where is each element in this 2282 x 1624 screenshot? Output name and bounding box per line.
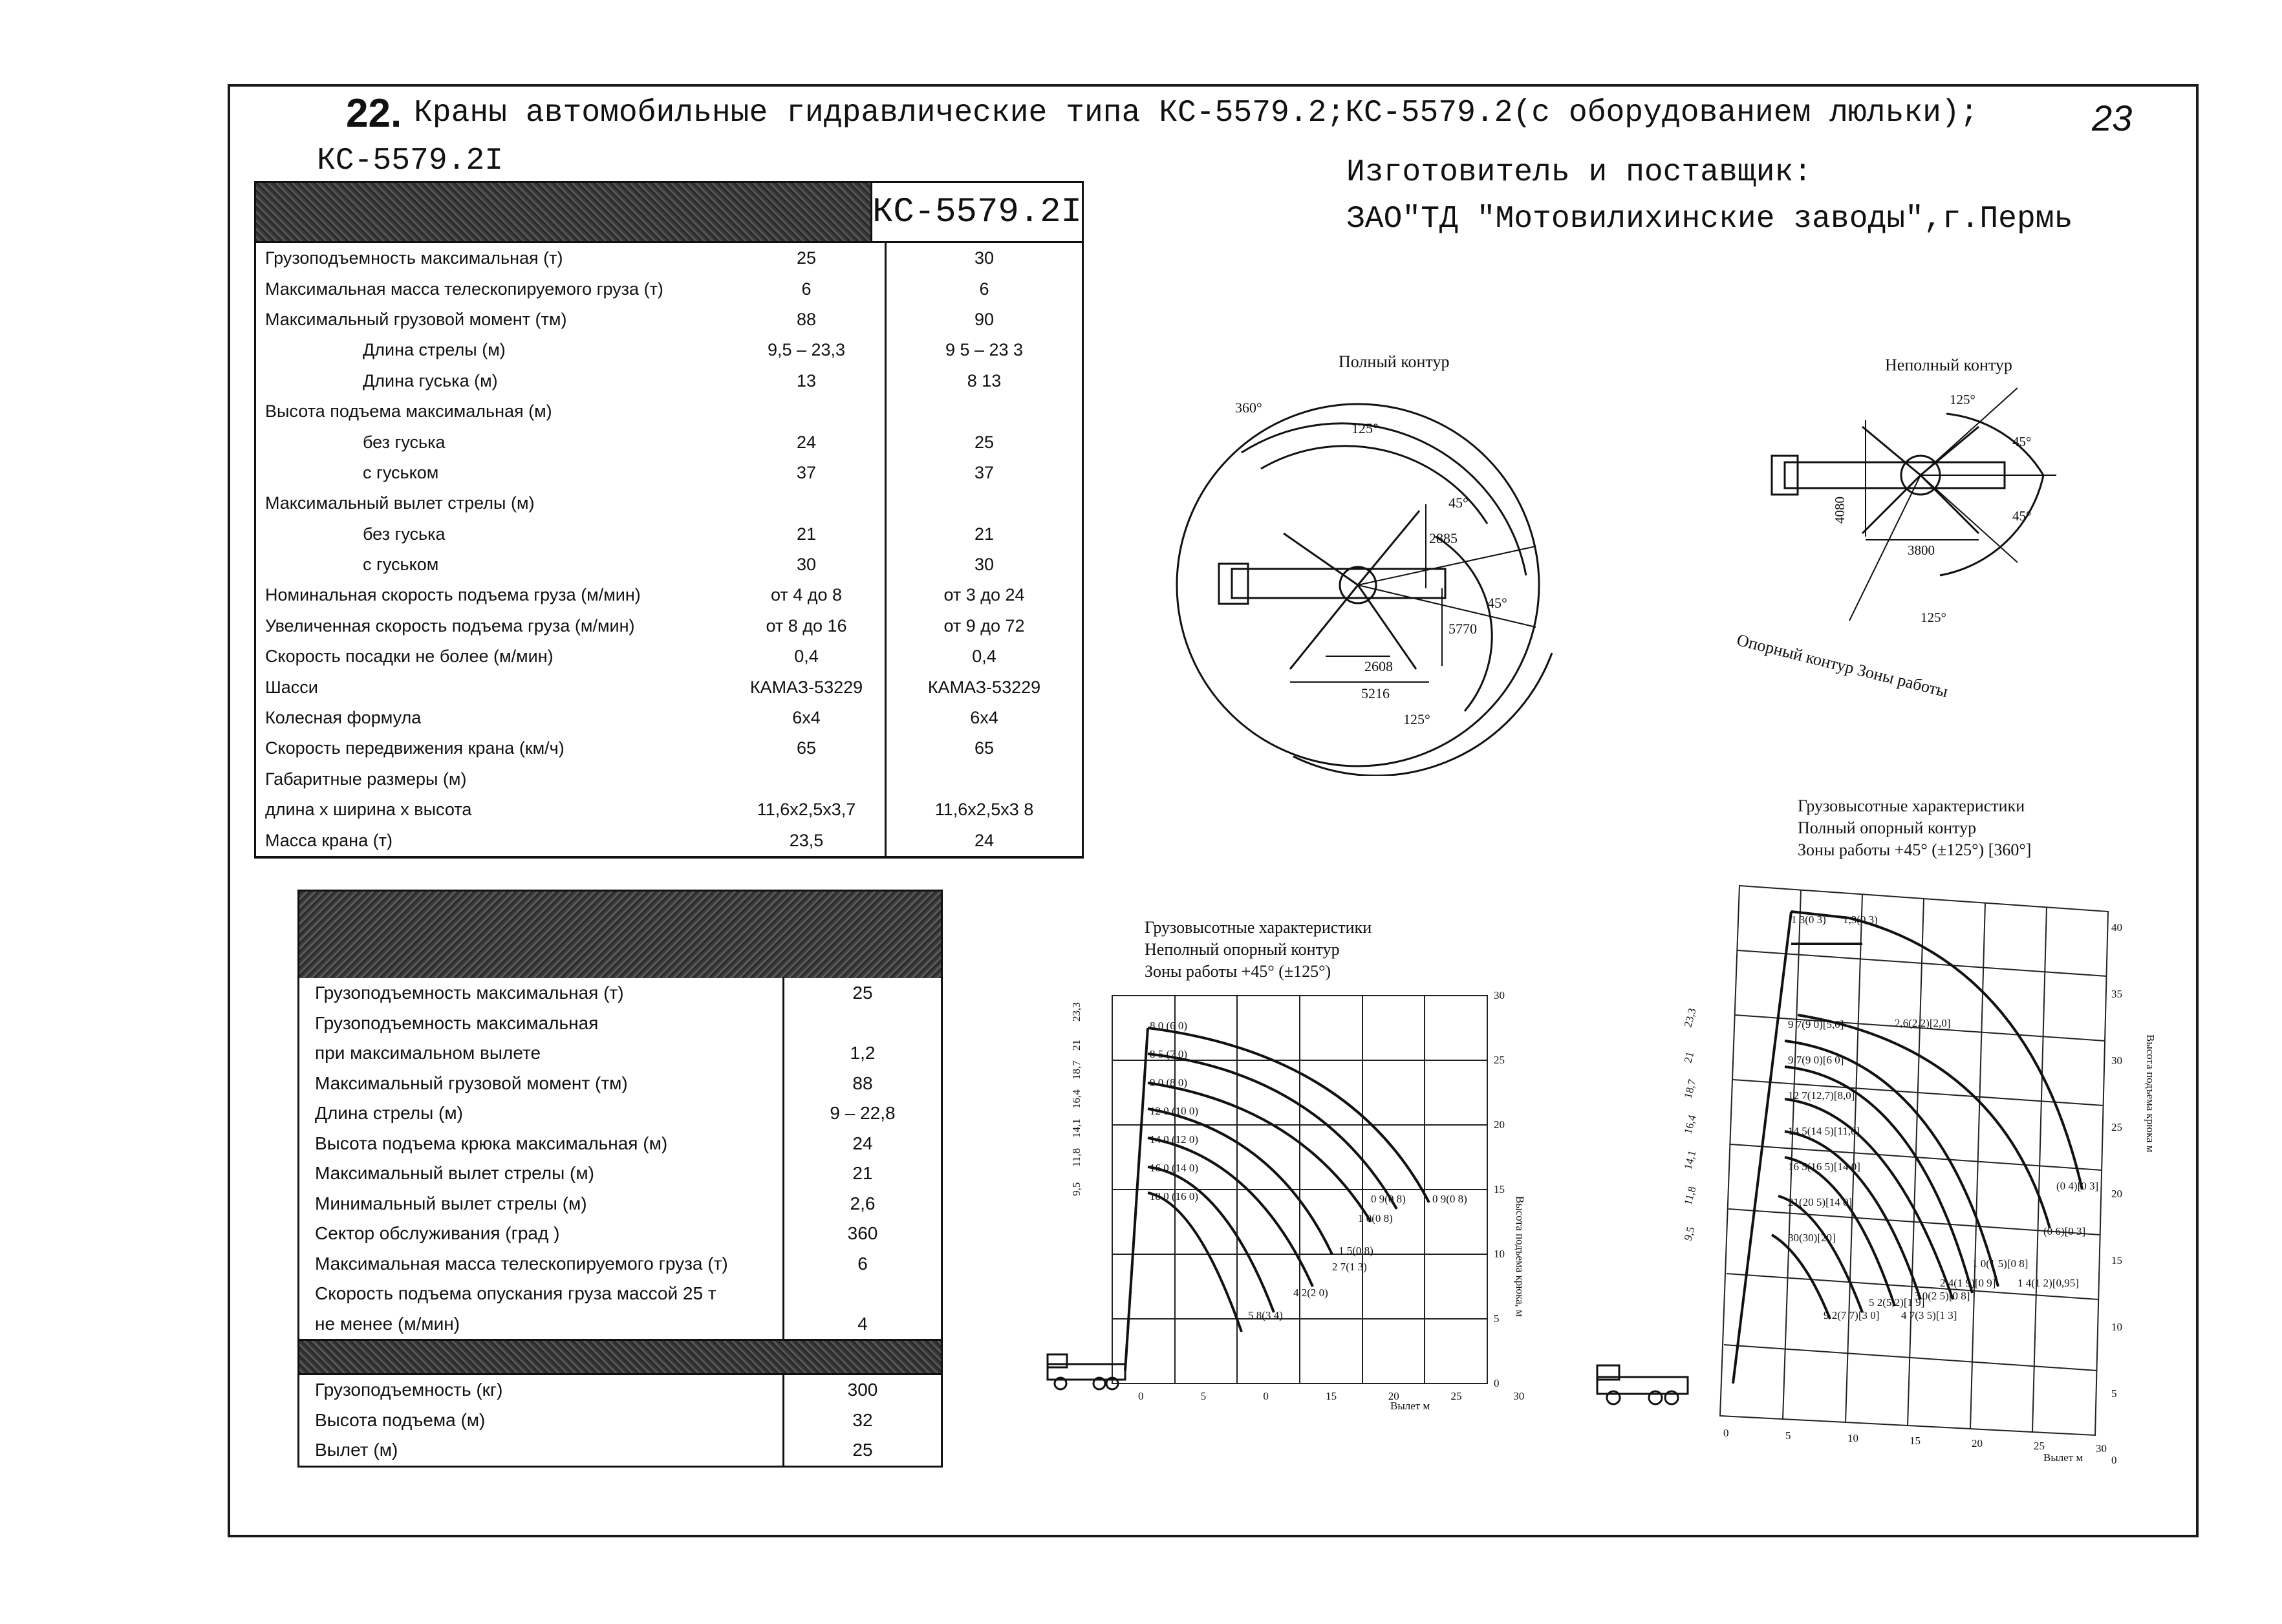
- label-45-top: 45°: [2012, 434, 2032, 449]
- basket-spec-label: Максимальный вылет стрелы (м): [299, 1159, 784, 1189]
- diagram-full-caption: Полный контур: [1339, 352, 1450, 371]
- end-load-label: (0 6)[0 3]: [2043, 1225, 2086, 1237]
- spec-label: Длина гуська (м): [363, 370, 498, 390]
- diagram-partial-caption: Неполный контур: [1885, 356, 2012, 374]
- basket-spec-label: Максимальная масса телескопируемого груза (т): [299, 1249, 784, 1279]
- spec-label: Скорость посадки не более (м/мин): [265, 646, 554, 667]
- start-load-label: 12 7(12,7)[8,0]: [1788, 1089, 1855, 1102]
- dim-3800: 3800: [1908, 542, 1935, 558]
- spec-value-ks5579-2: 23,5: [789, 830, 824, 850]
- top-load-label: 1,3(0 3): [1843, 914, 1878, 926]
- chart-right-title1: Грузовысотные характеристики: [1798, 796, 2025, 815]
- y-tick-label: 30: [2111, 1054, 2122, 1067]
- specs-table-body: [254, 243, 1084, 859]
- x-tick-label: 20: [1388, 1390, 1399, 1402]
- end-load-label: 4 7(3 5)[1 3]: [1901, 1309, 1957, 1321]
- basket-spec-value: 4: [857, 1313, 868, 1334]
- y-tick-label: 30: [1494, 989, 1505, 1001]
- start-load-label: 9 0 (8 0): [1150, 1076, 1188, 1089]
- boom-length-label: 16,4: [1070, 1089, 1082, 1109]
- spec-value-ks5579-2i: 37: [885, 458, 1082, 488]
- end-load-label: 9 2(7 7)[3 0]: [1824, 1309, 1880, 1321]
- top-load-label: 2,6(2,2)[2,0]: [1895, 1017, 1951, 1029]
- spec-value-ks5579-2i: 6: [885, 273, 1082, 304]
- basket-spec-label: Скорость подъема опускания груза массой 25 т: [299, 1279, 784, 1309]
- dim-4080: 4080: [1832, 497, 1847, 524]
- spec-value-ks5579-2i: 30: [885, 243, 1082, 273]
- boom-length-label: 18,7: [1681, 1078, 1699, 1100]
- label-125-bottom: 125°: [1921, 610, 1946, 625]
- diagram-full-contour: [1164, 375, 1584, 776]
- x-tick-label: 25: [2034, 1440, 2045, 1452]
- dim-5770: 5770: [1448, 621, 1477, 637]
- manufacturer-label: Изготовитель и поставщик:: [1346, 155, 1813, 190]
- specs-row: [256, 273, 1082, 304]
- start-load-label: 9 7(9 0)[5,0]: [1788, 1018, 1844, 1031]
- end-load-label: 1 0(1 5)[0 8]: [1972, 1257, 2029, 1270]
- spec-label: с гуськом: [363, 462, 439, 482]
- boom-length-label: 14,1: [1681, 1149, 1699, 1171]
- end-load-label: 1 0(0 8): [1358, 1212, 1393, 1224]
- start-load-label: 14 5(14 5)[11,0]: [1788, 1125, 1860, 1137]
- end-load-label: 4 2(2 0): [1293, 1287, 1328, 1299]
- specs-row: [256, 733, 1082, 764]
- spec-value-ks5579-2i: 65: [885, 733, 1082, 764]
- spec-value-ks5579-2: 25: [796, 248, 817, 268]
- spec-value-ks5579-2i: [885, 396, 1082, 427]
- basket-table-body-2: [299, 1375, 941, 1466]
- spec-label: Максимальная масса телескопируемого груза (т): [265, 279, 663, 299]
- specs-table-main: [254, 181, 1084, 859]
- chart-left-title2: Неполный опорный контур: [1145, 940, 1340, 959]
- basket-spec-value: 360: [847, 1223, 878, 1244]
- spec-label: Номинальная скорость подъема груза (м/мин): [265, 585, 641, 605]
- label-45-top: 45°: [1448, 495, 1469, 511]
- x-tick-label: 0: [1723, 1427, 1729, 1439]
- dim-2608: 2608: [1364, 658, 1393, 674]
- end-load-label: 0 9(0 8): [1432, 1193, 1467, 1205]
- boom-length-label: 9,5: [1681, 1225, 1697, 1243]
- end-load-label: 2 4(1 9)[0 9]: [1940, 1277, 1996, 1289]
- y-tick-label: 5: [2111, 1387, 2117, 1400]
- chart-right-title3: Зоны работы +45° (±125°) [360°]: [1798, 840, 2032, 859]
- end-load-label: 5 2(5,2)[1 9]: [1869, 1296, 1925, 1309]
- spec-label: без гуська: [363, 432, 446, 452]
- spec-label: Скорость передвижения крана (км/ч): [265, 738, 565, 758]
- x-axis-label: Вылет м: [2043, 1451, 2083, 1464]
- spec-value-ks5579-2i: 8 13: [885, 366, 1082, 396]
- spec-value-ks5579-2i: 24: [885, 825, 1082, 855]
- spec-value-ks5579-2i: 90: [885, 304, 1082, 335]
- label-45-bottom: 45°: [1487, 595, 1507, 611]
- spec-value-ks5579-2: 11,6х2,5х3,7: [757, 800, 856, 820]
- end-load-label: (0 4)[0 3]: [2056, 1180, 2099, 1192]
- specs-row: [256, 488, 1082, 518]
- basket-spec-label: Длина стрелы (м): [299, 1098, 784, 1129]
- boom-length-label: 11,8: [1681, 1184, 1699, 1207]
- spec-label: Шасси: [265, 677, 318, 697]
- spec-label: Максимальный грузовой момент (тм): [265, 309, 567, 329]
- x-tick-label: 0: [1263, 1390, 1269, 1402]
- basket-spec-label: не менее (м/мин): [299, 1309, 784, 1340]
- spec-value-ks5579-2: 0,4: [794, 646, 819, 667]
- boom-length-label: 9,5: [1070, 1182, 1082, 1196]
- top-load-label: 1 3(0 3): [1791, 914, 1826, 926]
- spec-value-ks5579-2i: [885, 488, 1082, 518]
- spec-value-ks5579-2: 21: [796, 524, 817, 544]
- spec-value-ks5579-2i: от 3 до 24: [885, 580, 1082, 610]
- spec-value-ks5579-2: 6: [801, 279, 812, 299]
- end-load-label: 1 4(1 2)[0,95]: [2018, 1277, 2079, 1289]
- y-tick-label: 0: [2111, 1454, 2117, 1466]
- y-tick-label: 10: [1494, 1248, 1505, 1260]
- spec-value-ks5579-2: 30: [796, 555, 817, 575]
- x-tick-label: 0: [1138, 1390, 1144, 1402]
- label-125-top: 125°: [1351, 420, 1379, 436]
- spec-value-ks5579-2i: 0,4: [885, 641, 1082, 672]
- basket-spec-value: 25: [852, 1440, 873, 1460]
- diagram-partial-caption-2: Опорный контур Зоны работы: [1734, 630, 1950, 701]
- boom-length-label: 18,7: [1070, 1060, 1082, 1080]
- basket-spec-value: 88: [852, 1073, 873, 1093]
- basket-row: [299, 1219, 941, 1249]
- boom-length-label: 23,3: [1070, 1002, 1082, 1021]
- x-tick-label: 5: [1785, 1429, 1791, 1442]
- y-tick-label: 0: [1494, 1377, 1500, 1389]
- basket-spec-label: Высота подъема крюка максимальная (м): [299, 1129, 784, 1159]
- spec-label: Длина стрелы (м): [363, 340, 506, 360]
- basket-row: [299, 1159, 941, 1189]
- specs-row: [256, 672, 1082, 702]
- x-tick-label: 15: [1326, 1390, 1337, 1402]
- spec-value-ks5579-2i: 11,6х2,5х3 8: [885, 795, 1082, 825]
- basket-spec-label: Сектор обслуживания (град ): [299, 1219, 784, 1249]
- start-load-label: 16 5(16 5)[14 0]: [1788, 1160, 1860, 1173]
- dim-2885: 2885: [1429, 530, 1458, 546]
- basket-row: [299, 1249, 941, 1279]
- specs-row: [256, 519, 1082, 550]
- specs-row: [256, 396, 1082, 427]
- x-tick-label: 10: [1847, 1432, 1858, 1444]
- basket-spec-label: Грузоподъемность максимальная (т): [299, 978, 784, 1009]
- y-tick-label: 25: [2111, 1121, 2122, 1133]
- y-axis-label: Высота подъема крюка м: [2144, 1034, 2157, 1153]
- basket-row: [299, 1038, 941, 1069]
- spec-value-ks5579-2: от 4 до 8: [770, 585, 843, 605]
- spec-label: Колесная формула: [265, 708, 422, 728]
- basket-table-header: [299, 892, 941, 978]
- specs-row: [256, 825, 1082, 855]
- specs-table-basket: [297, 890, 943, 1468]
- basket-spec-label: при максимальном вылете: [299, 1038, 784, 1069]
- start-load-label: 9 7(9 0)[6 0]: [1788, 1054, 1844, 1066]
- basket-spec-value: 24: [852, 1133, 873, 1153]
- basket-spec-value: 300: [847, 1380, 878, 1400]
- y-tick-label: 5: [1494, 1312, 1500, 1325]
- specs-row: [256, 335, 1082, 365]
- spec-label: без гуська: [363, 524, 446, 544]
- spec-label: Высота подъема максимальная (м): [265, 401, 552, 422]
- outrigger-1: [1284, 533, 1358, 585]
- spec-value-ks5579-2i: КАМАЗ-53229: [885, 672, 1082, 702]
- basket-row: [299, 1435, 941, 1466]
- spec-value-ks5579-2: 6х4: [792, 708, 821, 728]
- specs-row: [256, 550, 1082, 580]
- boom-length-label: 11,8: [1070, 1148, 1082, 1167]
- spec-label: Максимальный вылет стрелы (м): [265, 493, 535, 513]
- end-load-label: 3 0(2 5)[0 8]: [1914, 1290, 1970, 1302]
- basket-row: [299, 1069, 941, 1099]
- specs-table-header: [254, 181, 1084, 243]
- basket-row: [299, 1098, 941, 1129]
- start-load-label: 18 0 (16 0): [1150, 1190, 1199, 1202]
- y-tick-label: 15: [2111, 1254, 2122, 1266]
- basket-spec-value: 6: [857, 1253, 868, 1274]
- basket-spec-label: Грузоподъемность максимальная: [299, 1009, 784, 1039]
- label-125-top: 125°: [1950, 392, 1975, 407]
- spec-label: Грузоподъемность максимальная (т): [265, 248, 563, 268]
- end-load-label: 2 7(1 3): [1332, 1261, 1367, 1273]
- specs-row: [256, 304, 1082, 335]
- basket-row: [299, 1009, 941, 1039]
- spec-label: с гуськом: [363, 555, 439, 575]
- spec-value-ks5579-2: КАМАЗ-53229: [749, 677, 863, 697]
- basket-row: [299, 1375, 941, 1405]
- x-tick-label: 5: [1200, 1390, 1207, 1402]
- specs-table-header-left: [256, 183, 872, 241]
- basket-spec-label: Максимальный грузовой момент (тм): [299, 1069, 784, 1099]
- basket-spec-label: Вылет (м): [299, 1435, 784, 1466]
- specs-row: [256, 366, 1082, 396]
- specs-row: [256, 795, 1082, 825]
- arc-125-b: [1940, 475, 2043, 575]
- label-360: 360°: [1235, 400, 1262, 416]
- x-tick-label: 20: [1972, 1437, 1983, 1449]
- label-125-bottom: 125°: [1403, 711, 1430, 727]
- basket-spec-value: 9 – 22,8: [830, 1103, 896, 1124]
- dim-5216: 5216: [1361, 685, 1390, 701]
- basket-row: [299, 978, 941, 1009]
- spec-label: Габаритные размеры (м): [265, 769, 467, 789]
- end-load-label: 5 8(3 4): [1248, 1309, 1283, 1321]
- spec-value-ks5579-2: 9,5 – 23,3: [767, 340, 846, 360]
- specs-row: [256, 580, 1082, 610]
- start-load-label: 16 0 (14 0): [1150, 1162, 1199, 1174]
- basket-row: [299, 1129, 941, 1159]
- spec-value-ks5579-2: 13: [796, 370, 817, 390]
- spec-value-ks5579-2: 24: [796, 432, 817, 452]
- spec-label: длина х ширина х высота: [265, 800, 472, 820]
- basket-spec-label: Минимальный вылет стрелы (м): [299, 1189, 784, 1219]
- y-tick-label: 10: [2111, 1321, 2122, 1333]
- boom-length-label: 21: [1070, 1040, 1082, 1051]
- spec-value-ks5579-2i: [885, 764, 1082, 795]
- chart-right-grid: [1720, 886, 2108, 1435]
- crane-truck-icon: [1597, 1365, 1688, 1404]
- start-load-label: 12 0 (10 0): [1150, 1105, 1199, 1117]
- basket-spec-value: 21: [852, 1163, 873, 1184]
- page-number: 23: [2092, 98, 2133, 138]
- spec-value-ks5579-2i: 25: [885, 427, 1082, 457]
- chart-left-title3: Зоны работы +45° (±125°): [1145, 962, 1331, 981]
- diagram-partial-contour: [1759, 375, 2082, 653]
- x-tick-label: 25: [1450, 1390, 1462, 1402]
- end-load-label: 0 9(0 8): [1371, 1193, 1406, 1205]
- spec-value-ks5579-2i: 9 5 – 23 3: [885, 335, 1082, 365]
- spec-label: Масса крана (т): [265, 830, 393, 850]
- specs-row: [256, 427, 1082, 457]
- spec-value-ks5579-2i: от 9 до 72: [885, 611, 1082, 641]
- basket-spec-value: 1,2: [850, 1043, 876, 1063]
- chart-left: [1028, 983, 1533, 1409]
- specs-row: [256, 611, 1082, 641]
- specs-table-header-right: КС-5579.2I: [872, 192, 1082, 232]
- chart-right-title2: Полный опорный контур: [1798, 818, 1977, 837]
- spec-value-ks5579-2i: 30: [885, 550, 1082, 580]
- spec-value-ks5579-2: 88: [796, 309, 817, 329]
- x-tick-label: 30: [2096, 1442, 2107, 1455]
- boom-length-label: 23,3: [1681, 1007, 1699, 1029]
- y-tick-label: 20: [2111, 1188, 2122, 1200]
- page-title: Краны автомобильные гидравлические типа КС-5579.2;КС-5579.2(с оборудованием люльки);: [414, 96, 1979, 131]
- basket-row: [299, 1279, 941, 1309]
- basket-spec-label: Грузоподъемность (кг): [299, 1375, 784, 1405]
- chart-right: [1578, 866, 2199, 1474]
- basket-spec-value: 2,6: [850, 1193, 876, 1213]
- specs-row: [256, 243, 1082, 273]
- y-tick-label: 35: [2111, 988, 2122, 1000]
- spec-value-ks5579-2: от 8 до 16: [766, 615, 847, 636]
- page-title-continued: КС-5579.2I: [317, 144, 504, 178]
- x-axis-label: Вылет м: [1390, 1400, 1430, 1409]
- x-tick-label: 15: [1910, 1435, 1921, 1447]
- basket-row: [299, 1309, 941, 1340]
- boom-length-label: 21: [1681, 1050, 1697, 1065]
- specs-row: [256, 641, 1082, 672]
- specs-row: [256, 703, 1082, 733]
- spec-value-ks5579-2i: 6х4: [885, 703, 1082, 733]
- y-tick-label: 40: [2111, 921, 2122, 934]
- y-tick-label: 20: [1494, 1118, 1505, 1131]
- section-number: 22.: [346, 91, 402, 136]
- spec-label: Увеличенная скорость подъема груза (м/мин): [265, 615, 635, 636]
- spec-value-ks5579-2: 65: [796, 738, 817, 758]
- basket-spec-value: 32: [852, 1409, 873, 1430]
- basket-spec-label: Высота подъема (м): [299, 1405, 784, 1436]
- start-load-label: 30(30)[20]: [1788, 1232, 1836, 1244]
- basket-row: [299, 1189, 941, 1219]
- basket-row: [299, 1405, 941, 1436]
- specs-row: [256, 764, 1082, 795]
- basket-spec-value: 25: [852, 983, 873, 1003]
- end-load-label: 1 5(0 8): [1339, 1245, 1373, 1257]
- y-tick-label: 15: [1494, 1183, 1505, 1195]
- basket-subheader: [299, 1339, 941, 1375]
- start-load-label: 14 0 (12 0): [1150, 1133, 1199, 1146]
- basket-table-body: [299, 978, 941, 1339]
- specs-row: [256, 458, 1082, 488]
- start-load-label: 8 5 (7 0): [1150, 1048, 1188, 1060]
- arc-125-top: [1261, 446, 1487, 524]
- y-tick-label: 25: [1494, 1054, 1505, 1066]
- start-load-label: 8 0 (6 0): [1150, 1020, 1188, 1032]
- y-axis-label: Высота подъема крюка, м: [1514, 1196, 1526, 1317]
- spec-value-ks5579-2: 37: [796, 462, 817, 482]
- start-load-label: 21(20 5)[14 0]: [1788, 1196, 1853, 1208]
- label-45-bottom: 45°: [2012, 508, 2032, 524]
- spec-value-ks5579-2i: 21: [885, 519, 1082, 550]
- boom-length-label: 14,1: [1070, 1118, 1082, 1138]
- chart-left-title1: Грузовысотные характеристики: [1145, 918, 1372, 937]
- x-tick-label: 30: [1513, 1390, 1525, 1402]
- manufacturer-name: ЗАО"ТД "Мотовилихинские заводы",г.Пермь: [1346, 202, 2073, 237]
- boom-length-label: 16,4: [1681, 1113, 1699, 1136]
